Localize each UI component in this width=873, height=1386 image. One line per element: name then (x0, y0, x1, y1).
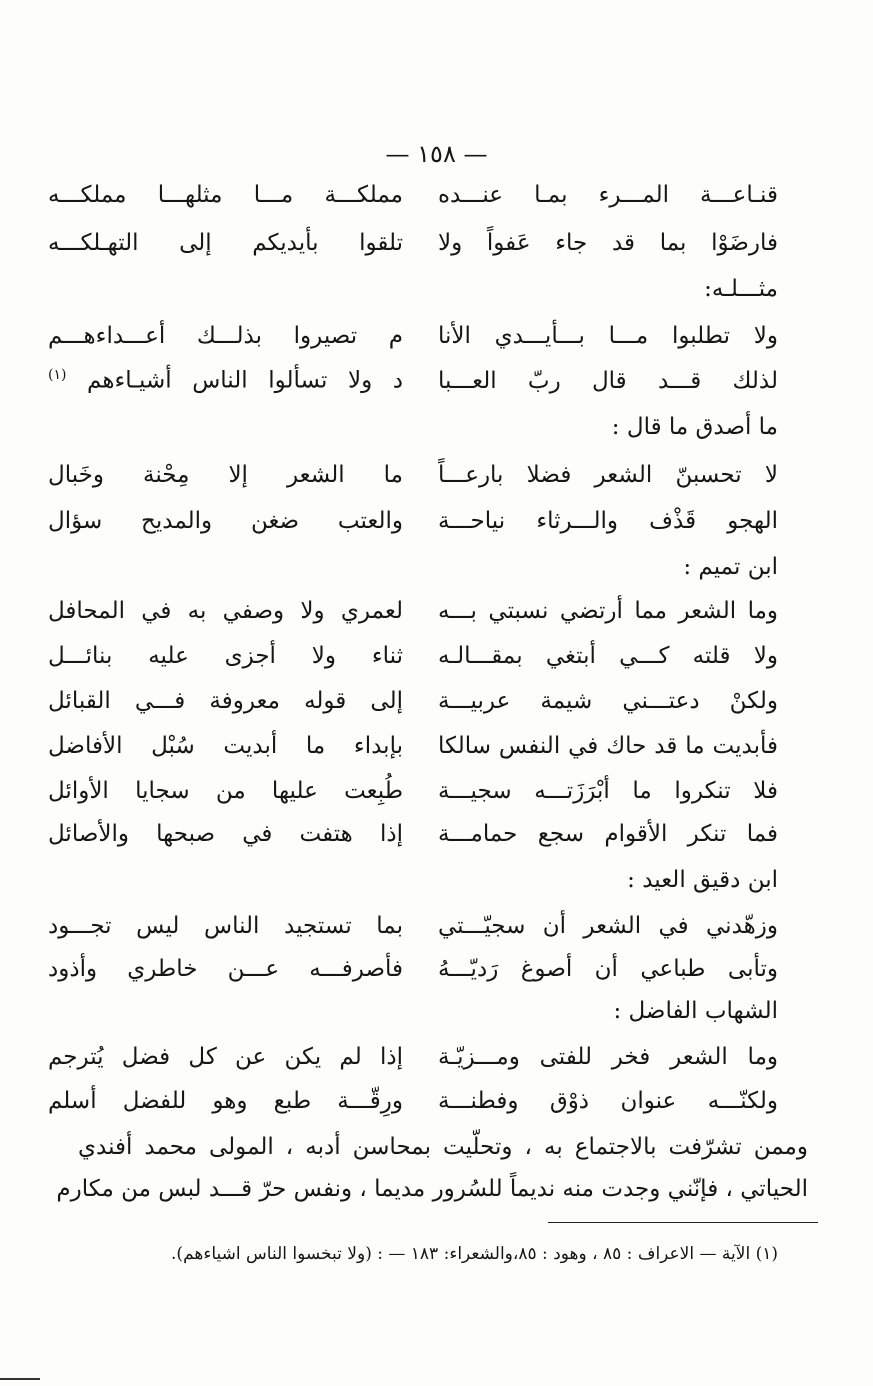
footnote-divider (548, 1222, 818, 1223)
verse-left: ثناء ولا أجزى عليه بنائـــل (48, 643, 403, 669)
verse-right: وما الشعر فخر للفتى ومـــزيّـة (438, 1044, 778, 1070)
verse-left: إذا لم يكن عن كل فضل يُترجم (48, 1044, 403, 1070)
verse-right: فما تنكر الأقوام سجع حمامـــة (438, 821, 778, 847)
verse-left: بما تستجيد الناس ليس تجـــود (48, 913, 403, 939)
verse-continuation: مثـــلـه: (704, 276, 778, 302)
section-heading: ابن تميم : (683, 554, 778, 580)
verse-right: فارضَوْا بما قد جاء عَفواً ولا (438, 230, 778, 256)
prose-line: الحياتي ، فإنّني وجدت منه نديماً للسُرور مديما ، ونفس حرّ قـــد لبس من مكارم (56, 1176, 808, 1202)
verse-right: الهجو قَذْف والـــرثاء نياحـــة (438, 508, 778, 534)
verse-right: قنـاعـــة المـــرء بمـا عنـــده (438, 182, 778, 208)
section-heading: الشهاب الفاضل : (613, 998, 778, 1024)
verse-left: ما الشعر إلا مِحْنة وخَبال (48, 462, 403, 488)
verse-left: طُبِعت عليها من سجايا الأوائل (48, 778, 403, 804)
verse-right: وما الشعر مما أرتضي نسبتي بـــه (438, 598, 778, 624)
verse-left: إلى قوله معروفة فـــي القبائل (48, 688, 403, 714)
verse-right: فأبديت ما قد حاك في النفس سالكا (438, 733, 778, 759)
verse-left: فأصرفـــه عـــن خاطري وأذود (48, 956, 403, 982)
verse-right: ولا تطلبوا مـــا بـــأيـــدي الأنا (438, 323, 778, 349)
section-heading: ما أصدق ما قال : (611, 414, 778, 440)
page-number: — ١٥٨ — (385, 140, 488, 168)
verse-left: د ولا تسألوا الناس أشيـاءهم $^{(١)}$ (48, 367, 403, 394)
verse-left: بإبداء ما أبديت سُبْل الأفاضل (48, 733, 403, 759)
verse-left: إذا هتفت في صبحها والأصائل (48, 821, 403, 847)
verse-right: وتأبى طباعي أن أصوغ رَديّـــهُ (438, 956, 778, 982)
verse-left: ورِقّـــة طبع وهو للفضل أسلم (48, 1088, 403, 1114)
scan-edge-mark (0, 1378, 40, 1380)
footnote: (١) الآية — الاعراف : ٨٥ ، وهود : ٨٥،والشعراء: ١٨٣ — : (ولا تبخسوا الناس اشياءهم). (171, 1244, 778, 1264)
verse-left: م تصيروا بذلـــك أعـــداءهـــم (48, 323, 403, 349)
verse-right: فلا تنكروا ما أبْرَزَتـــه سجيـــة (438, 778, 778, 804)
section-heading: ابن دقيق العيد : (627, 867, 778, 893)
verse-left: تلقوا بأيديكم إلى التهـلكـــه (48, 230, 403, 256)
footnote-marker: (١) (48, 367, 67, 383)
verse-right: ولكنّـــه عنوان ذوْق وفطنـــة (438, 1088, 778, 1114)
verse-right: لذلك قـــد قال ربّ العـــبا (438, 368, 778, 394)
verse-left: لعمري ولا وصفي به في المحافل (48, 598, 403, 624)
verse-right: لا تحسبنّ الشعر فضلا بارعـــاً (438, 462, 778, 488)
verse-right: ولكنْ دعتـــني شيمة عربيـــة (438, 688, 778, 714)
prose-line: وممن تشرّفت بالاجتماع به ، وتحلّيت بمحاسن أدبه ، المولى محمد أفندي (78, 1134, 808, 1160)
verse-right: ولا قلته كـــي أبتغي بمقـــالـه (438, 643, 778, 669)
verse-left: والعتب ضغن والمديح سؤال (48, 508, 403, 534)
verse-right: وزهّدني في الشعر أن سجيّـــتي (438, 913, 778, 939)
verse-left: مملكـــة مـــا مثلهـــا مملكـــه (48, 182, 403, 208)
